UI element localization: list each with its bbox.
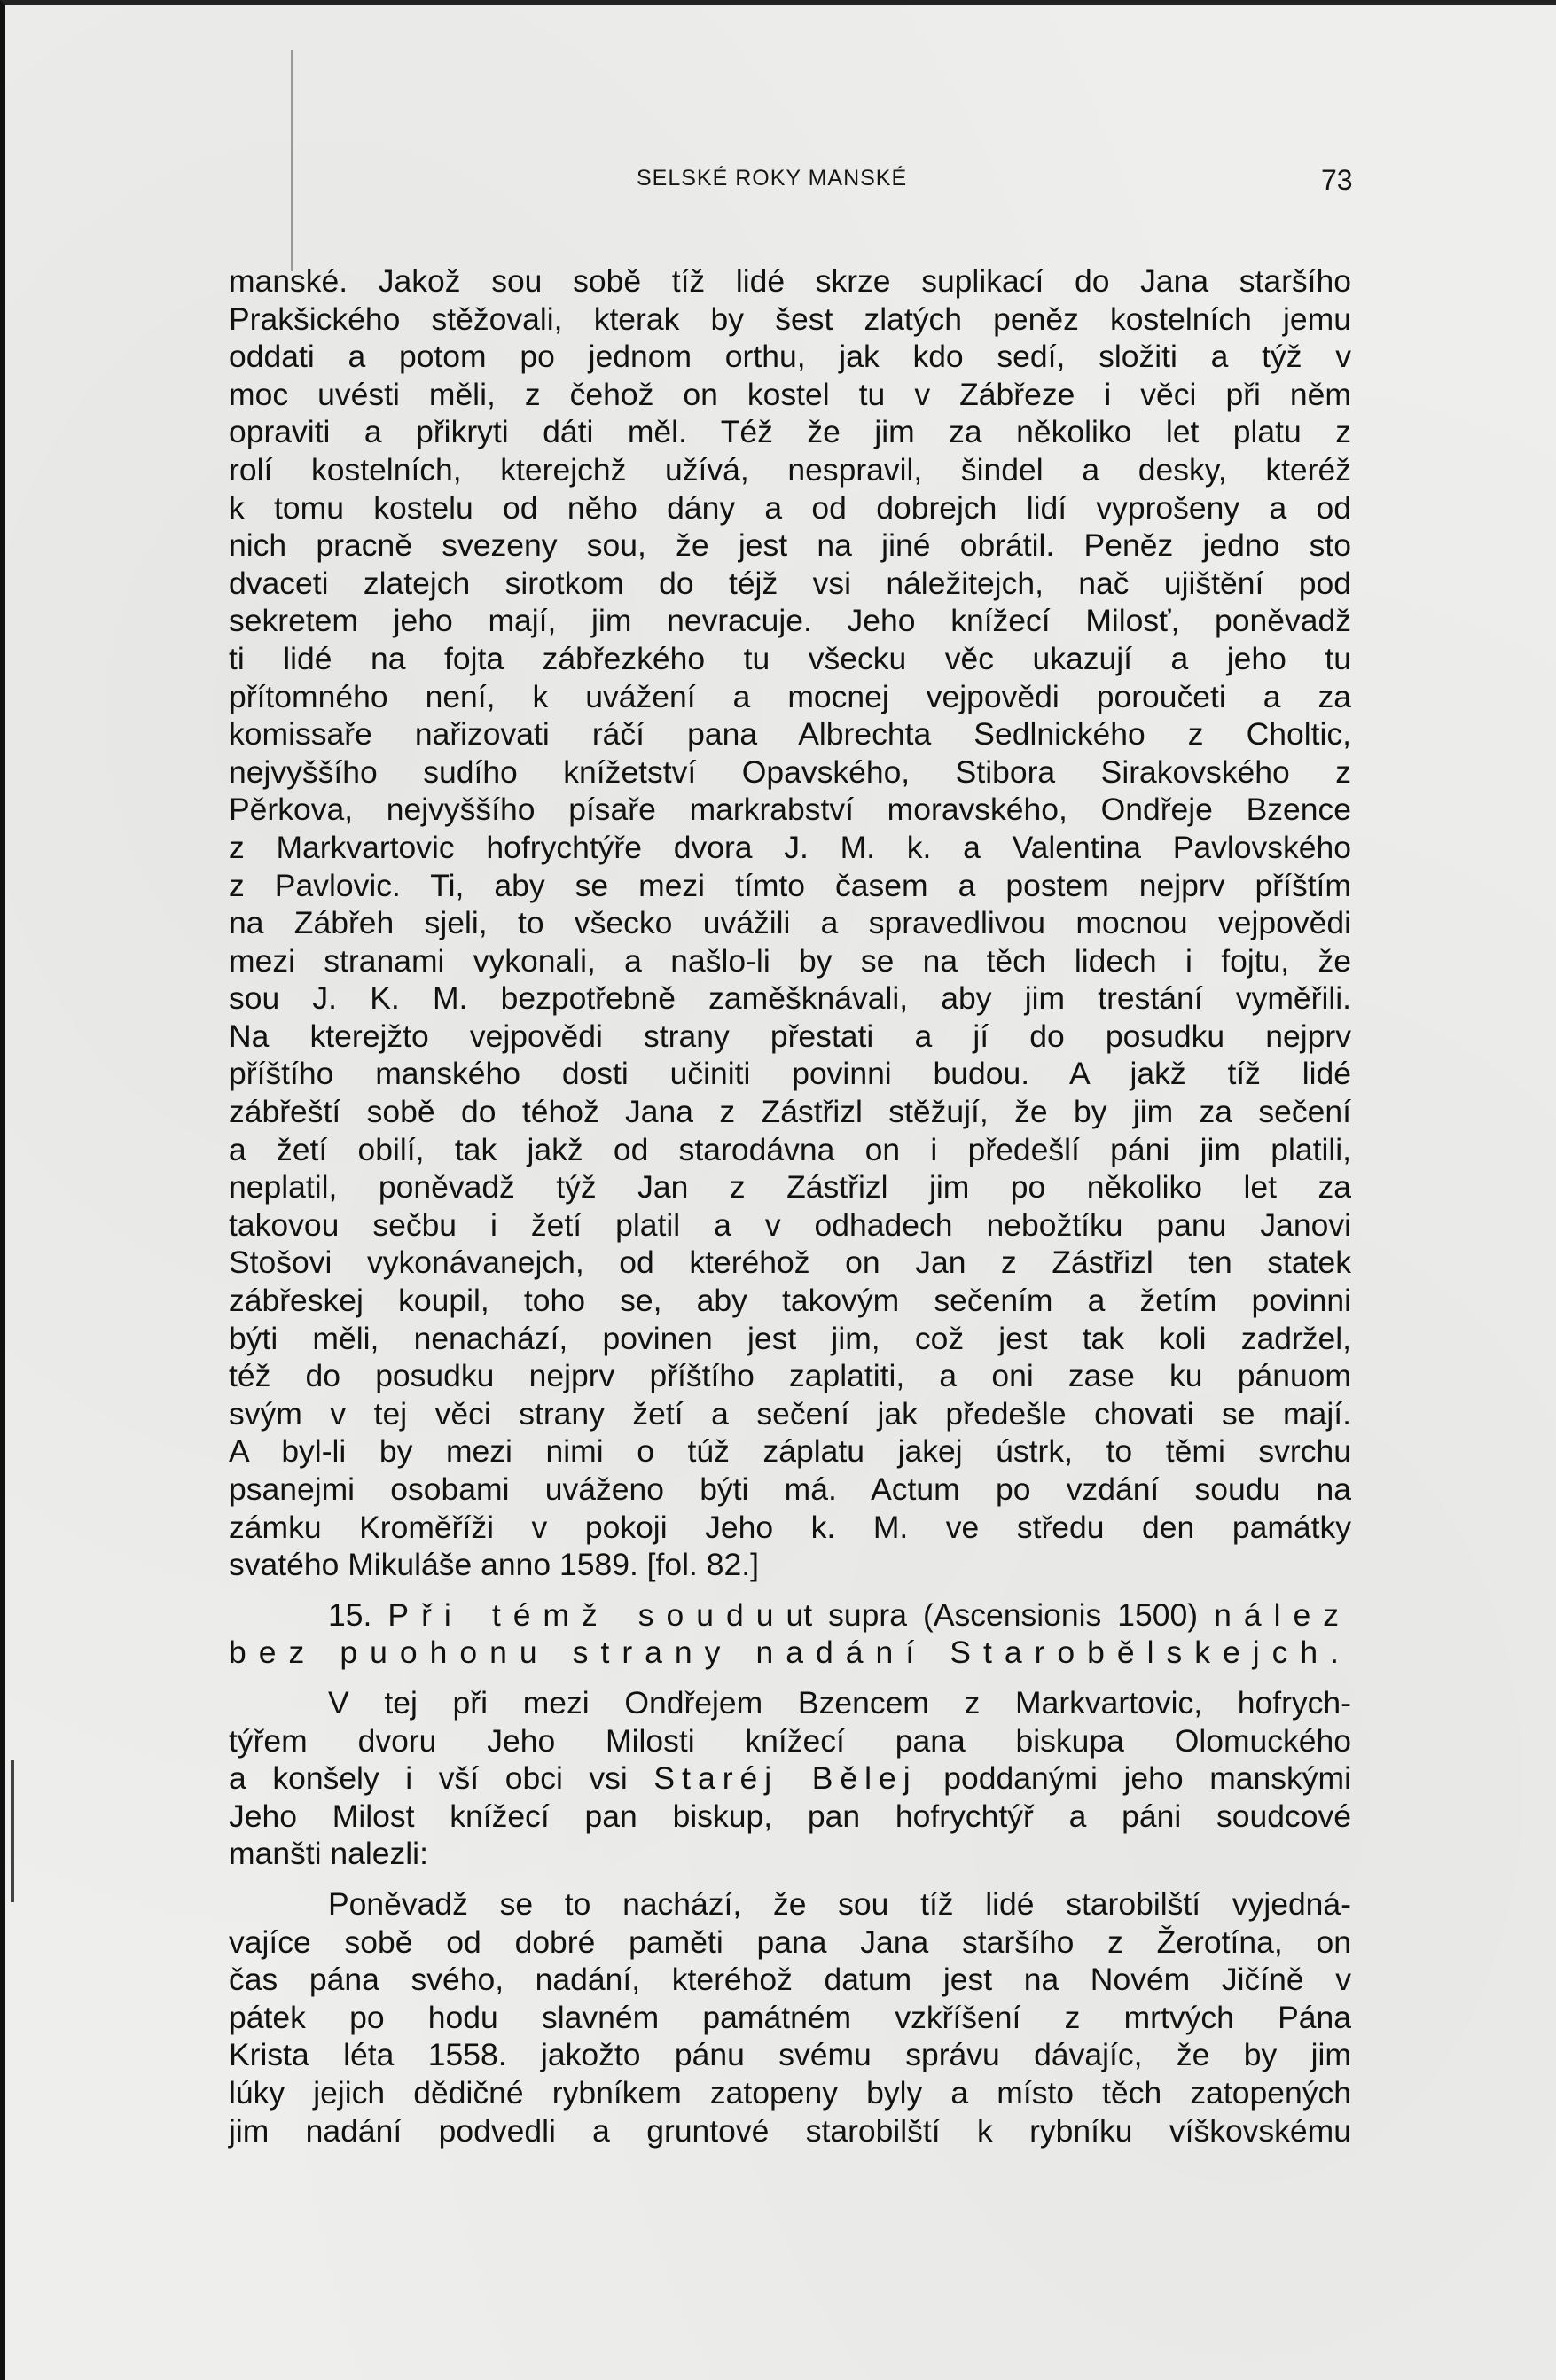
heading-line-1 (229, 1596, 1351, 1635)
heading-number: 15. (328, 1596, 372, 1633)
text-line: Jeho Milost knížecí pan biskup, pan hofrychtýř a páni soudcové (229, 1798, 1351, 1834)
text-run: a konšely i vší obci vsi (229, 1760, 628, 1797)
text-line: sekretem jeho mají, jim nevracuje. Jeho knížecí Milosť, poněvadž (229, 603, 1351, 639)
text-line: na Zábřeh sjeli, to všecko uvážili a spravedlivou mocnou vejpovědi (229, 905, 1351, 941)
heading-spaced-text: Při témž soudu (387, 1596, 786, 1633)
text-line: opraviti a přikryti dáti měl. Též že jim za několiko let platu z (229, 414, 1351, 450)
text-line: ti lidé na fojta zábřezkého tu všecku věc ukazují a jeho tu (229, 640, 1351, 676)
paragraph-gap (229, 1873, 1351, 1885)
paragraph-gap (229, 1672, 1351, 1684)
text-line: přítomného není, k uvážení a mocnej vejpovědi poroučeti a za (229, 678, 1351, 714)
place-name-spaced: Staréj Bělej (653, 1760, 918, 1797)
text-line: Na kterejžto vejpovědi strany přestati a jí do posudku nejprv (229, 1018, 1351, 1054)
text-line: psanejmi osobami uváženo býti má. Actum po vzdání soudu na (229, 1471, 1351, 1507)
text-line: lúky jejich dědičné rybníkem zatopeny byly a místo těch zatopených (229, 2074, 1351, 2111)
running-title: SELSKÉ ROKY MANSKÉ (637, 166, 908, 191)
main-text (229, 262, 1351, 2150)
text-line: a žetí obilí, tak jakž od starodávna on i předešlí páni jim platili, (229, 1131, 1351, 1167)
paragraph-2 (229, 1684, 1351, 1873)
text-run: Poněvadž se to nachází, že sou tíž lidé starobilští vyjedná- (328, 1885, 1351, 1922)
text-line: manské. Jakož sou sobě tíž lidé skrze suplikací do Jana staršího (229, 263, 1351, 299)
text-line: svým v tej věci strany žetí a sečení jak předešle chovati se mají. (229, 1395, 1351, 1432)
text-line: rolí kostelních, kterejchž užívá, nespravil, šindel a desky, kteréž (229, 451, 1351, 488)
text-line: sou J. K. M. bezpotřebně zaměšknávali, aby jim trestání vyměřili. (229, 980, 1351, 1017)
text-line: Pěrkova, nejvyššího písaře markrabství moravského, Ondřeje Bzence (229, 792, 1351, 828)
text-line: z Pavlovic. Ti, aby se mezi tímto časem a postem nejprv příštím (229, 867, 1351, 903)
heading-spaced-text: nález (1214, 1596, 1351, 1633)
text-line: manšti nalezli: (229, 1836, 428, 1872)
text-line: neplatil, poněvadž týž Jan z Zástřizl jim po několiko let za (229, 1169, 1351, 1206)
paragraph-1 (229, 262, 1351, 1584)
heading-line-2: bez puohonu strany nadání Starobělskejch. (229, 1635, 1351, 1671)
text-line: býti měli, nenachází, povinen jest jim, což jest tak koli zadržel, (229, 1320, 1351, 1356)
text-line: příštího manského dosti učiniti povinni budou. A jakž tíž lidé (229, 1056, 1351, 1092)
page-number: 73 (1321, 164, 1353, 196)
heading-plain-text: ut supra (Ascensionis 1500) (786, 1596, 1199, 1633)
spine-edge-mark (11, 1760, 14, 1902)
text-line: dvaceti zlatejch sirotkom do téjž vsi náležitejch, nač ujištění pod (229, 565, 1351, 601)
text-line: svatého Mikuláše anno 1589. [fol. 82.] (229, 1547, 759, 1583)
text-line: zábřeskej koupil, toho se, aby takovým sečením a žetím povinni (229, 1283, 1351, 1319)
text-line: Krista léta 1558. jakožto pánu svému správu dávajíc, že by jim (229, 2037, 1351, 2073)
text-line: takovou sečbu i žetí platil a v odhadech nebožtíku panu Janovi (229, 1206, 1351, 1243)
text-line: týřem dvoru Jeho Milosti knížecí pana biskupa Olomuckého (229, 1722, 1351, 1759)
paragraph-3 (229, 1885, 1351, 2150)
text-line: vajíce sobě od dobré paměti pana Jana staršího z Žerotína, on (229, 1924, 1351, 1960)
page-header (5, 166, 1556, 201)
section-heading (229, 1596, 1351, 1672)
text-line: Stošovi vykonávanejch, od kteréhož on Jan z Zástřizl ten statek (229, 1245, 1351, 1281)
text-line: moc uvésti měli, z čehož on kostel tu v Zábřeze i věci při něm (229, 376, 1351, 412)
text-line: zábřeští sobě do téhož Jana z Zástřizl stěžují, že by jim za sečení (229, 1094, 1351, 1130)
paragraph-gap (229, 1584, 1351, 1596)
text-line: nejvyššího sudího knížetství Opavského, Stibora Sirakovského z (229, 753, 1351, 790)
text-line: mezi stranami vykonali, a našlo-li by se na těch lidech i fojtu, že (229, 942, 1351, 979)
text-line: A byl-li by mezi nimi o túž záplatu jakej ústrk, to těmi svrchu (229, 1433, 1351, 1470)
text-line: z Markvartovic hofrychtýře dvora J. M. k. a Valentina Pavlovského (229, 829, 1351, 865)
text-line: Prakšického stěžovali, kterak by šest zlatých peněz kostelních jemu (229, 300, 1351, 337)
text-line: též do posudku nejprv příštího zaplatiti, a oni zase ku pánuom (229, 1358, 1351, 1394)
text-line (229, 1760, 1351, 1798)
text-line: čas pána svého, nadání, kteréhož datum jest na Novém Jičíně v (229, 1962, 1351, 1998)
page-fold-mark (291, 50, 293, 271)
text-line (229, 1885, 1351, 1924)
text-line: k tomu kostelu od něho dány a od dobrejch lidí vyprošeny a od (229, 489, 1351, 526)
text-line: oddati a potom po jednom orthu, jak kdo sedí, složiti a týž v (229, 339, 1351, 375)
text-line: pátek po hodu slavném památném vzkříšení z mrtvých Pána (229, 1999, 1351, 2035)
text-line: zámku Kroměříži v pokoji Jeho k. M. ve středu den památky (229, 1509, 1351, 1545)
text-line: nich pracně svezeny sou, že jest na jiné obrátil. Peněz jedno sto (229, 527, 1351, 564)
text-line: komissaře nařizovati ráčí pana Albrechta Sedlnického z Choltic, (229, 716, 1351, 753)
text-line: jim nadání podvedli a gruntové starobilští k rybníku víškovskému (229, 2112, 1351, 2149)
text-run: poddanými jeho manskými (943, 1760, 1351, 1797)
text-run: V tej při mezi Ondřejem Bzencem z Markvartovic, hofrych- (328, 1684, 1351, 1721)
text-line (229, 1684, 1351, 1722)
